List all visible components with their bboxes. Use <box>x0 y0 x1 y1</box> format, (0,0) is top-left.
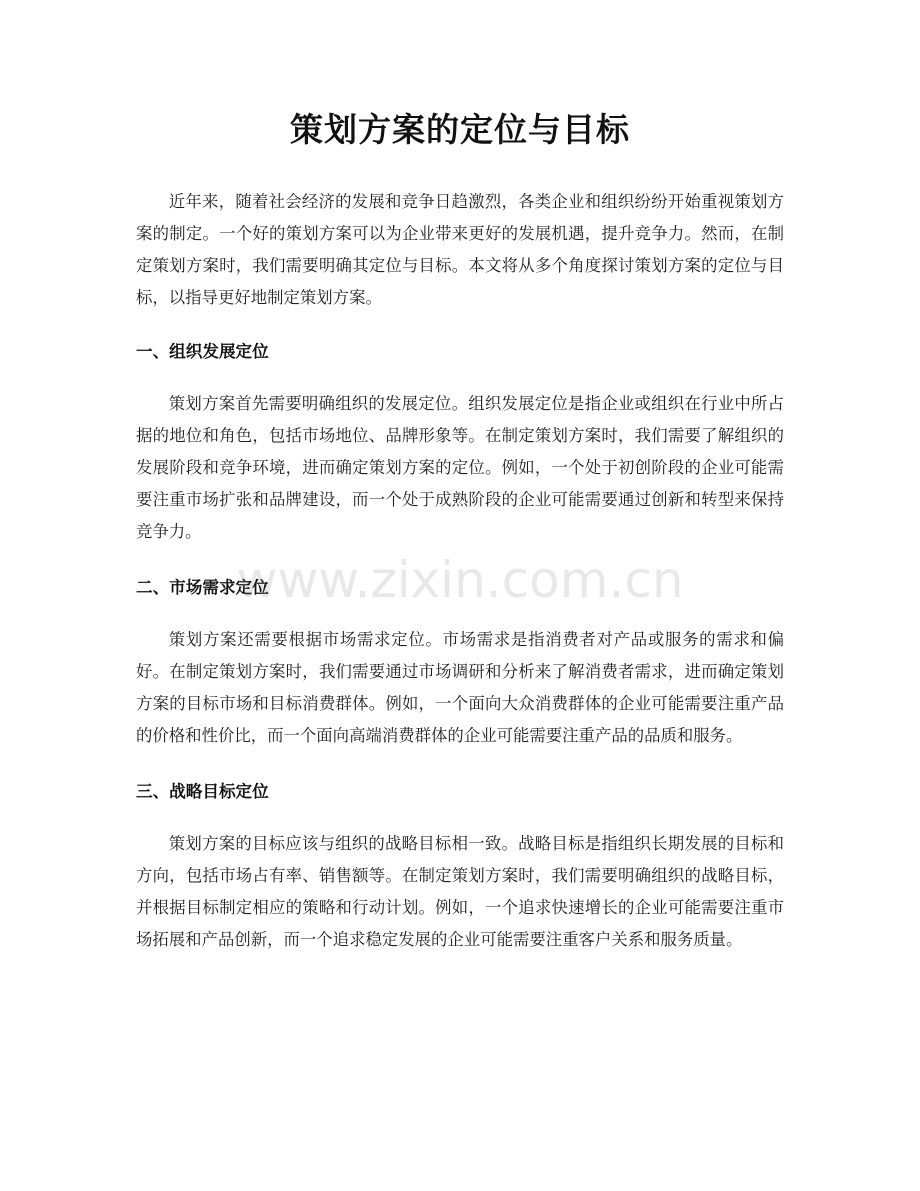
intro-paragraph: 近年来，随着社会经济的发展和竞争日趋激烈，各类企业和组织纷纷开始重视策划方案的制定。一个好的策划方案可以为企业带来更好的发展机遇，提升竞争力。然而，在制定策划方案时，我们需要明确其定位与目标。本文将从多个角度探讨策划方案的定位与目标，以指导更好地制定策划方案。 <box>136 192 784 307</box>
section-body-market: 策划方案还需要根据市场需求定位。市场需求是指消费者对产品或服务的需求和偏好。在制定策划方案时，我们需要通过市场调研和分析来了解消费者需求，进而确定策划方案的目标市场和目标消费群体。例如，一个面向大众消费群体的企业可能需要注重产品的价格和性价比，而一个面向高端消费群体的企业可能需要注重产品的品质和服务。 <box>136 630 784 745</box>
section-body-strategy: 策划方案的目标应该与组织的战略目标相一致。战略目标是指组织长期发展的目标和方向，包括市场占有率、销售额等。在制定策划方案时，我们需要明确组织的战略目标，并根据目标制定相应的策略和行动计划。例如，一个追求快速增长的企业可能需要注重市场拓展和产品创新，而一个追求稳定发展的企业可能需要注重客户关系和服务质量。 <box>136 834 784 949</box>
section-body-organization: 策划方案首先需要明确组织的发展定位。组织发展定位是指企业或组织在行业中所占据的地位和角色，包括市场地位、品牌形象等。在制定策划方案时，我们需要了解组织的发展阶段和竞争环境，进而确定策划方案的定位。例如，一个处于初创阶段的企业可能需要注重市场扩张和品牌建设，而一个处于成熟阶段的企业可能需要通过创新和转型来保持竞争力。 <box>136 394 784 541</box>
watermark-text: www.zixin.com.cn <box>236 551 684 609</box>
section-heading-market: 二、市场需求定位 <box>136 578 269 597</box>
document-title: 策划方案的定位与目标 <box>290 110 630 149</box>
section-heading-strategy: 三、战略目标定位 <box>136 782 269 801</box>
section-heading-organization: 一、组织发展定位 <box>136 342 269 361</box>
